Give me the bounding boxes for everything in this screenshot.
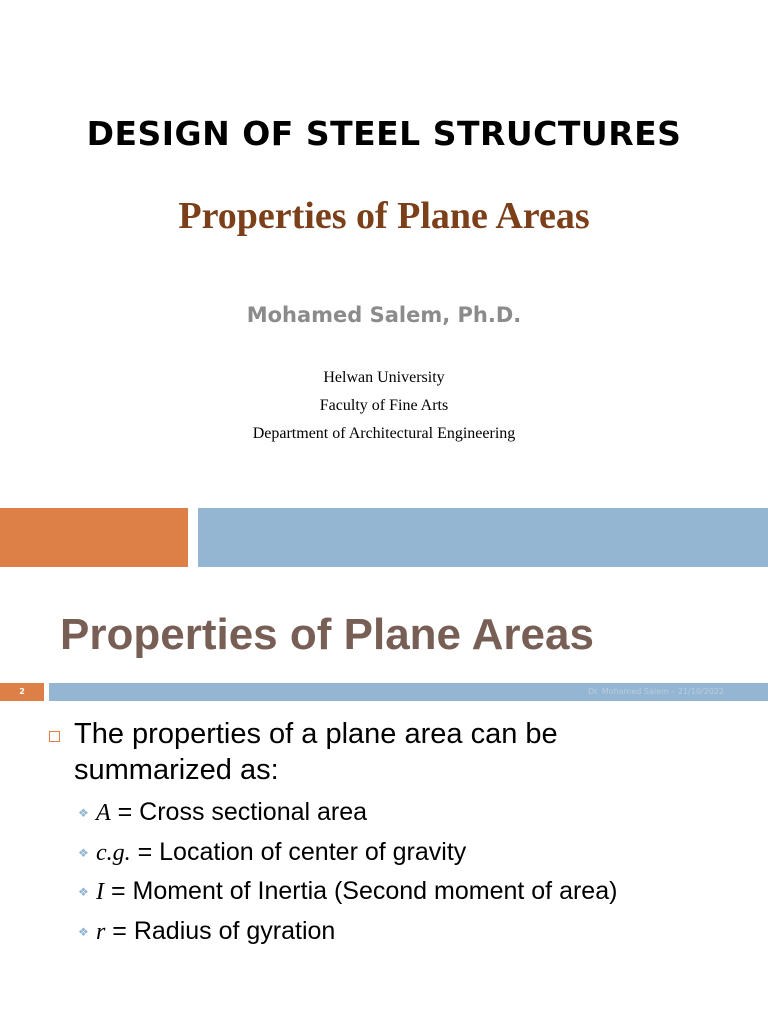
diamond-cluster-icon: ❖	[78, 925, 89, 939]
diamond-cluster-icon: ❖	[78, 846, 89, 860]
main-bullet-text: The properties of a plane area can be summarized as:	[74, 718, 558, 786]
decorative-orange-bar	[0, 508, 188, 567]
sub-bullet-text: = Cross sectional area	[110, 798, 368, 826]
sub-bullet-text: = Location of center of gravity	[130, 838, 467, 866]
symbol-gyration: r	[96, 919, 106, 945]
affiliation-block	[0, 364, 768, 448]
symbol-inertia: I	[96, 879, 104, 905]
course-title: DESIGN OF STEEL STRUCTURES	[86, 114, 682, 153]
slide-title: Properties of Plane Areas	[60, 610, 594, 659]
author-name: Mohamed Salem, Ph.D.	[246, 303, 522, 327]
decorative-blue-bar	[198, 508, 768, 567]
symbol-area: A	[96, 800, 111, 826]
affiliation-university: Helwan University	[323, 369, 445, 386]
sub-bullet-gyration	[78, 916, 335, 947]
sub-bullet-text: = Radius of gyration	[105, 917, 336, 945]
affiliation-department: Department of Architectural Engineering	[252, 425, 516, 442]
footer-bar	[49, 683, 768, 701]
hollow-square-icon	[49, 731, 60, 742]
sub-bullet-inertia	[78, 876, 617, 907]
diamond-cluster-icon: ❖	[78, 806, 89, 820]
footer-text: Dr. Mohamed Salem – 21/10/2022	[587, 687, 724, 696]
sub-bullet-cg	[78, 837, 466, 868]
lecture-title: Properties of Plane Areas	[178, 195, 590, 237]
diamond-cluster-icon: ❖	[78, 885, 89, 899]
sub-bullet-area	[78, 797, 367, 828]
symbol-cg: c.g.	[96, 840, 131, 866]
page-number: 2	[0, 683, 44, 701]
sub-bullet-text: = Moment of Inertia (Second moment of area)	[104, 877, 618, 905]
affiliation-faculty: Faculty of Fine Arts	[319, 397, 449, 414]
